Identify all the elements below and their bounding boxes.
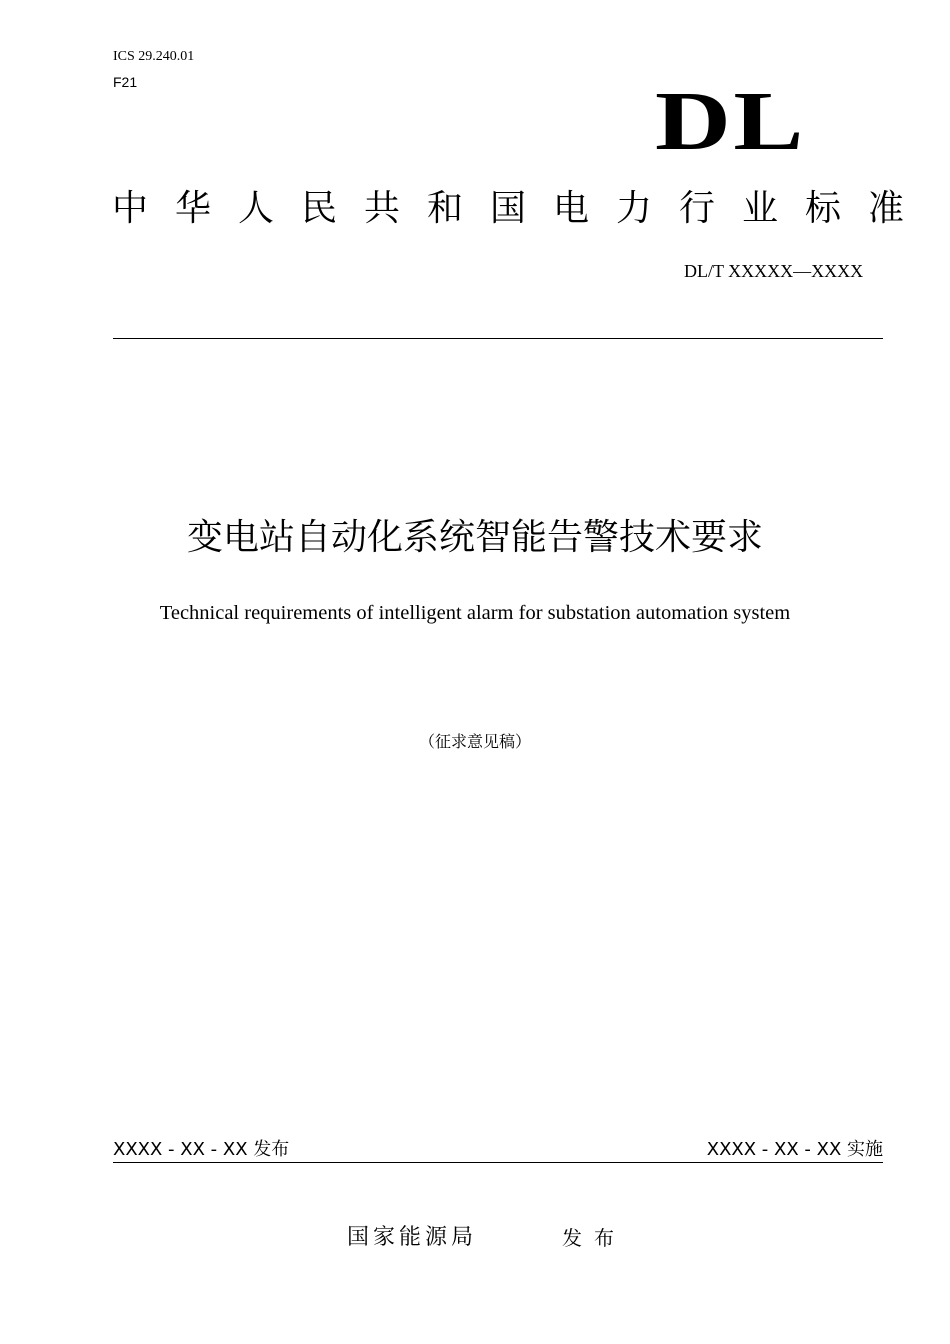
- publisher-name: 国家能源局: [347, 1225, 478, 1250]
- effective-date: XXXX - XX - XX 实施: [706, 1139, 883, 1160]
- document-subtitle: Technical requirements of intelligent alarm for substation automation system: [159, 602, 791, 624]
- classification-code: F21: [113, 74, 138, 90]
- draft-label: （征求意见稿）: [418, 732, 531, 751]
- document-title: 变电站自动化系统智能告警技术要求: [186, 517, 763, 558]
- bottom-divider: [113, 1162, 883, 1163]
- ics-code: ICS 29.240.01: [113, 49, 195, 64]
- publish-word: 发布: [562, 1226, 626, 1250]
- standard-title: 中华人民共和国电力行业标准: [112, 188, 932, 229]
- release-date: XXXX - XX - XX 发布: [113, 1139, 290, 1160]
- top-divider: [113, 338, 883, 339]
- dl-logo: DL: [655, 75, 806, 168]
- standard-number: DL/T XXXXX—XXXX: [684, 261, 864, 281]
